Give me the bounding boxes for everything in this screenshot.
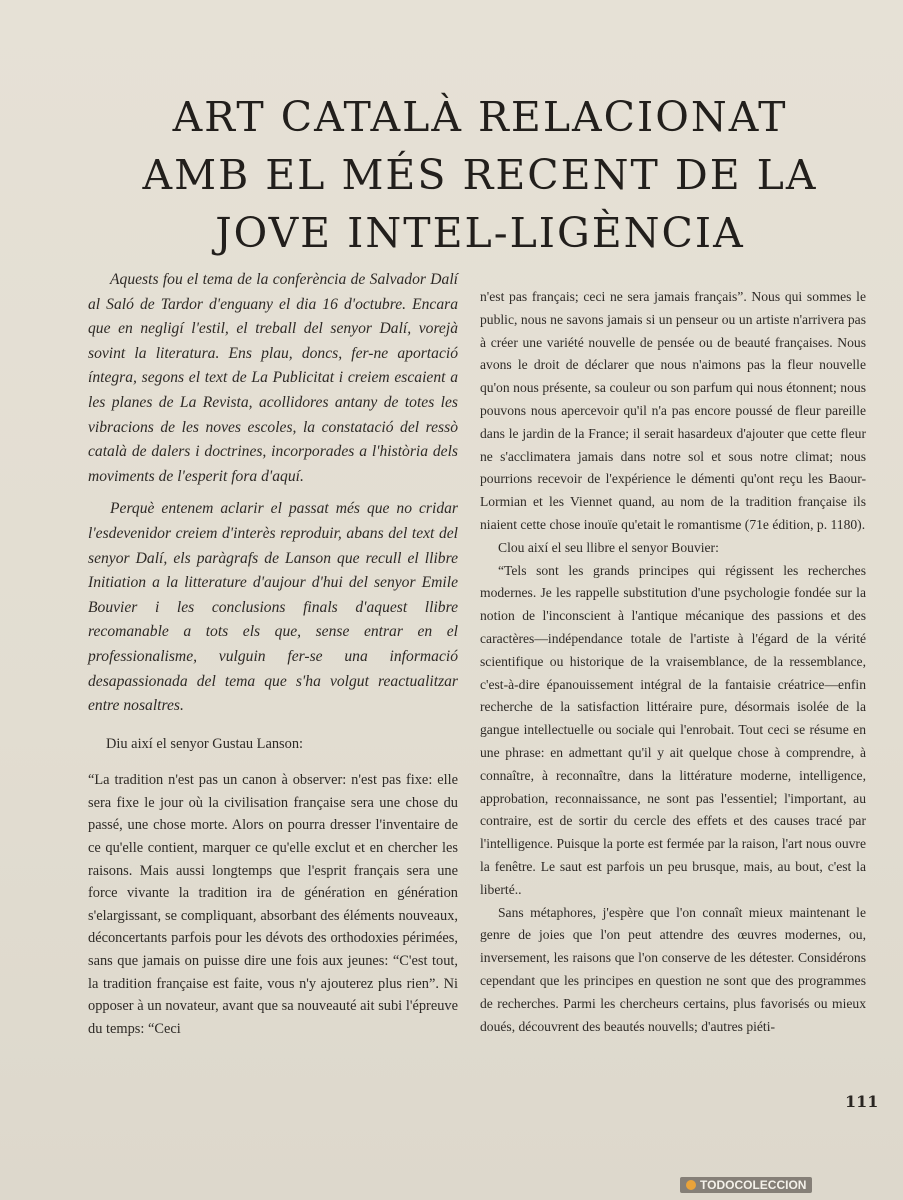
lanson-intro: Diu així el senyor Gustau Lanson: (106, 735, 304, 752)
lanson-quote: “La tradition n'est pas un canon à observer: n'est pas fixe: elle sera fixe le jour où la civilisation française sera une chose du passé, une chose morte. Alors on pourra dresser l'inventaire de ce qu'elle contient, marquer ce qu'elle exclut et en chercher les raisons. Mais aussi longtemps que l'esprit français sera une force vivante la tradition ira de génération en génération s'elargissant, se compliquant, absorbant des éléments nouveaux, déconcertants parfois pour les dévots des orthodoxies périmées, sans que jamais on puisse dire une fois aux jeunes: “C'est tout, la tradition française est faite, vous n'y ajouterez plus rien”. Ni opposer à un novateur, avant que sa nouveauté ait subi l'épreuve du temps: “Ceci (88, 772, 458, 1037)
title-line-1: ART CATALÀ RELACIONAT (172, 93, 788, 141)
right-column (480, 286, 866, 1038)
left-column (88, 268, 458, 1040)
title-line-2: AMB EL MÉS RECENT DE LA (142, 151, 818, 199)
bouvier-quote: “Tels sont les grands principes qui régissent les recherches modernes. Je les rappelle substitution d'une psychologie fondée sur la notion de l'inconscient à l'antique mécanique des passions et des caractères—indépendance totale de l'artiste à l'égard de la vérité scientifique ou historique de la vraisemblance, de la ressemblance, c'est-à-dire épanouissement intégral de la fantaisie créatrice—enfin recherche de la satisfaction littéraire pure, désormais isolée de la gangue intellectuelle ou sociale qui l'enrobait. Tout ceci se résume en une phrase: en admettant qu'il y ait quelque chose à comprendre, à connaître, à reconnaître, dans la littérature moderne, intelligence, approbation, reconnaissance, ne sont pas l'essentiel; l'important, au contraire, est de sortir du cercle des effets et des causes tracé par l'intelligence. Puisque la porte est fermée par la raison, l'art nous ouvre la fenêtre. Le saut est parfois un peu brusque, mais, au bout, c'est la liberté.. (480, 562, 866, 897)
page-number: 111 (845, 1092, 879, 1111)
bouvier-intro: Clou així el seu llibre el senyor Bouvier: (498, 539, 719, 555)
intro-paragraph-1: Aquests fou el tema de la conferència de Salvador Dalí al Saló de Tardor d'enguany el dia 16 d'octubre. Encara que en negligí l'estil, el treball del senyor Dalí, vorejà sovint la literatura. Ens plau, doncs, fer-ne aportació íntegra, segons el text de La Publicitat i creiem escaient a les planes de La Revista, acollidores antany de totes les vibracions de les noves escoles, la constatació del ressò català de dalers i doctrines, incorporades a l'història dels moviments de l'esperit fora d'aquí. (88, 271, 458, 485)
article-title (100, 88, 860, 262)
watermark (680, 1177, 812, 1193)
intro-paragraph-2: Perquè entenem aclarir el passat més que no cridar l'esdevenidor creiem d'interès reproduir, abans del text del senyor Dalí, els paràgrafs de Lanson que recull el llibre Initiation a la litterature d'aujour d'hui del senyor Emile Bouvier i les conclusions finals d'aquest llibre recomanable a tots els que, sense entrar en el professionalisme, vulguin fer-se una informació desapassionada del tema que s'ha volgut reactualitzar entre nosaltres. (88, 500, 458, 715)
closing-paragraph: Sans métaphores, j'espère que l'on connaît mieux maintenant le genre de joies que l'on peut attendre des œuvres modernes, ou, inversement, les raisons que l'on conserve de les détester. Considérons cependant que les principes en question ne sont que des programmes de recherches. Parmi les chercheurs certains, plus favorisés ou mieux doués, découvrent des beautés nouvells; d'autres piéti- (480, 904, 866, 1034)
watermark-text: TODOCOLECCION (700, 1178, 807, 1192)
title-line-3: JOVE INTEL-LIGÈNCIA (215, 209, 745, 257)
logo-icon (686, 1180, 696, 1190)
quote-continuation: n'est pas français; ceci ne sera jamais français”. Nous qui sommes le public, nous ne savons jamais si un penseur ou un artiste n'arrivera pas à créer une variété nouvelle de pensée ou de beauté françaises. Nous avons le droit de déclarer que nous n'aimons pas la fleur nouvelle qu'on nous présente, sa couleur ou son parfum qui nous étonnent; nous pouvons nous apercevoir qu'il n'a pas encore poussé de fleur pareille dans le jardin de la France; il serait hasardeux d'ajouter que cette fleur ne s'acclimatera jamais dans notre sol et sous notre climat; nous pourrions recevoir de l'expérience le démenti qu'ont reçu les Baour-Lormian et les Viennet quand, au nom de la tradition française ils niaient cette chose inouïe qu'etait le romantisme (71e édition, p. 1180). (480, 289, 866, 532)
